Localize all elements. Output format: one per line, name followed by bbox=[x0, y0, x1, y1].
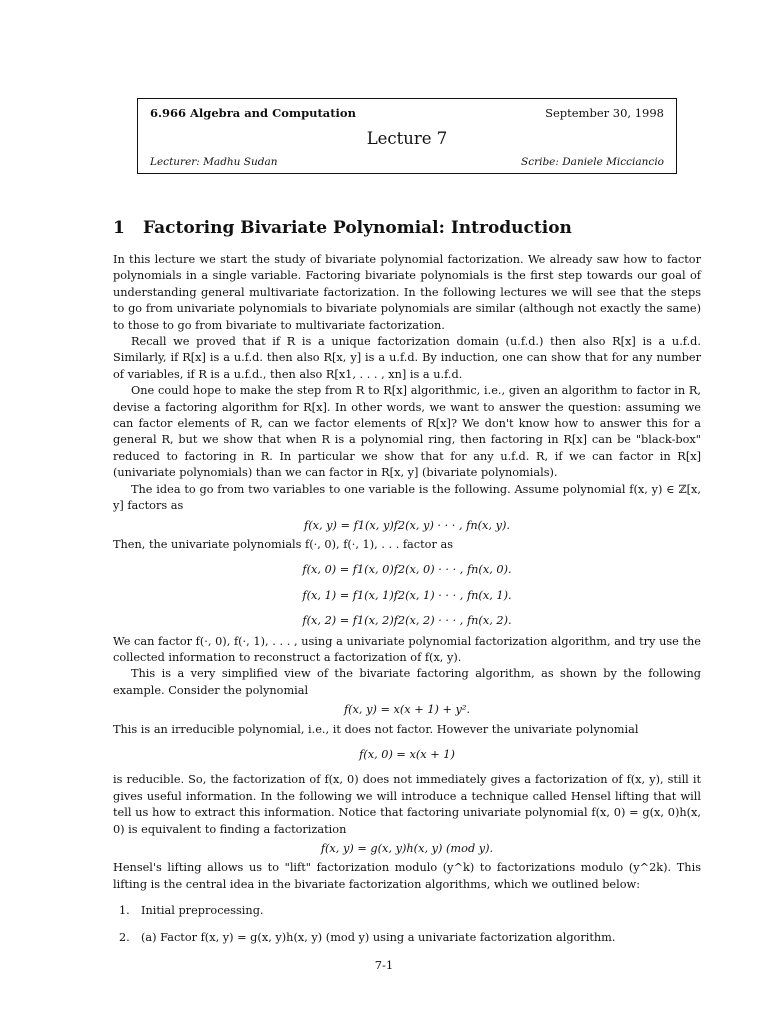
equation: f(x, 1) = f1(x, 1)f2(x, 1) · · · , fn(x, 1). bbox=[302, 588, 512, 602]
equation: f(x, 0) = f1(x, 0)f2(x, 0) · · · , fn(x, 0). bbox=[302, 563, 512, 577]
section-number: 1 bbox=[113, 218, 125, 238]
page-number: 7-1 bbox=[374, 958, 394, 972]
scribe-name: Scribe: Daniele Micciancio bbox=[521, 156, 664, 168]
paragraph: Recall we proved that if R is a unique factorization domain (u.f.d.) then also R[x] is a u.f.d. Similarly, if R[x] is a u.f.d. then also R[x, y] is a u.f.d. By induction, one can show that for any number of variables, if R is a u.f.d., then also R[x1, . . . , xn] is a u.f.d. bbox=[113, 335, 701, 381]
equation: f(x, 0) = x(x + 1) bbox=[359, 747, 455, 761]
lecture-number: Lecture 7 bbox=[366, 129, 448, 148]
lecture-date: September 30, 1998 bbox=[545, 106, 664, 120]
lecturer-name: Lecturer: Madhu Sudan bbox=[150, 156, 278, 168]
paragraph: We can factor f(·, 0), f(·, 1), . . . , using a univariate polynomial factorization algorithm, and try use the collected information to reconstruct a factorization of f(x, y). bbox=[113, 634, 701, 664]
paragraph: This is an irreducible polynomial, i.e., it does not factor. However the univariate polynomial bbox=[113, 722, 639, 736]
paragraph: is reducible. So, the factorization of f(x, 0) does not immediately gives a factorization of f(x, y), still it gives useful information. In the following we will introduce a technique called Hensel lifting that will tell us how to extract this information. Notice that factoring univariate polynomial f(x, 0) = g(x, 0)h(x, 0) is equivalent to finding a factorization bbox=[113, 773, 701, 836]
paragraph: Hensel's lifting allows us to "lift" factorization modulo (y^k) to factorizations modulo (y^2k). This lifting is the central idea in the bivariate factorization algorithms, which we outlined below: bbox=[113, 861, 701, 891]
lecture-header-box bbox=[137, 98, 677, 174]
list-item-number: 1. bbox=[119, 904, 130, 918]
list-item-text: (a) Factor f(x, y) = g(x, y)h(x, y) (mod y) using a univariate factorization algorithm. bbox=[141, 930, 616, 944]
paragraph: In this lecture we start the study of bivariate polynomial factorization. We already saw how to factor polynomials in a single variable. Factoring bivariate polynomials is the first step towards our goal of understanding general multivariate factorization. In the following lectures we will see that the steps to go from univariate polynomials to bivariate polynomials are similar (although not exactly the same) to those to go from bivariate to multivariate factorization. bbox=[113, 253, 701, 332]
list-item bbox=[113, 930, 701, 946]
paragraph: The idea to go from two variables to one variable is the following. Assume polynomial f(x, y) ∈ ℤ[x, y] factors as bbox=[113, 482, 701, 513]
list-item-number: 2. bbox=[119, 930, 130, 944]
equation: f(x, y) = f1(x, y)f2(x, y) · · · , fn(x, y). bbox=[304, 518, 510, 532]
section-title: Factoring Bivariate Polynomial: Introduction bbox=[143, 218, 572, 238]
equation: f(x, 2) = f1(x, 2)f2(x, 2) · · · , fn(x, 2). bbox=[302, 614, 512, 628]
course-title: 6.966 Algebra and Computation bbox=[150, 106, 356, 120]
list-item-text: Initial preprocessing. bbox=[141, 904, 264, 918]
section-heading bbox=[113, 218, 572, 238]
equation: f(x, y) = g(x, y)h(x, y) (mod y). bbox=[320, 842, 494, 855]
equation: f(x, y) = x(x + 1) + y². bbox=[343, 703, 471, 717]
paragraph: One could hope to make the step from R to R[x] algorithmic, i.e., given an algorithm to factor in R, devise a factoring algorithm for R[x]. In other words, we want to answer the question: assuming we can factor elements of R, can we factor elements of R[x]? We don't know how to answer this for a general R, but we show that when R is a polynomial ring, then factoring in R[x] can be "black-box" reduced to factoring in R. In particular we show that for any u.f.d. R, if we can factor in R[x] (univariate polynomials) than we can factor in R[x, y] (bivariate polynomials). bbox=[113, 384, 701, 480]
paragraph: This is a very simplified view of the bivariate factoring algorithm, as shown by the following example. Consider the polynomial bbox=[113, 667, 701, 697]
list-item bbox=[113, 903, 701, 919]
body-text bbox=[113, 252, 701, 946]
paragraph: Then, the univariate polynomials f(·, 0), f(·, 1), . . . factor as bbox=[113, 537, 453, 551]
outline-list bbox=[113, 903, 701, 946]
